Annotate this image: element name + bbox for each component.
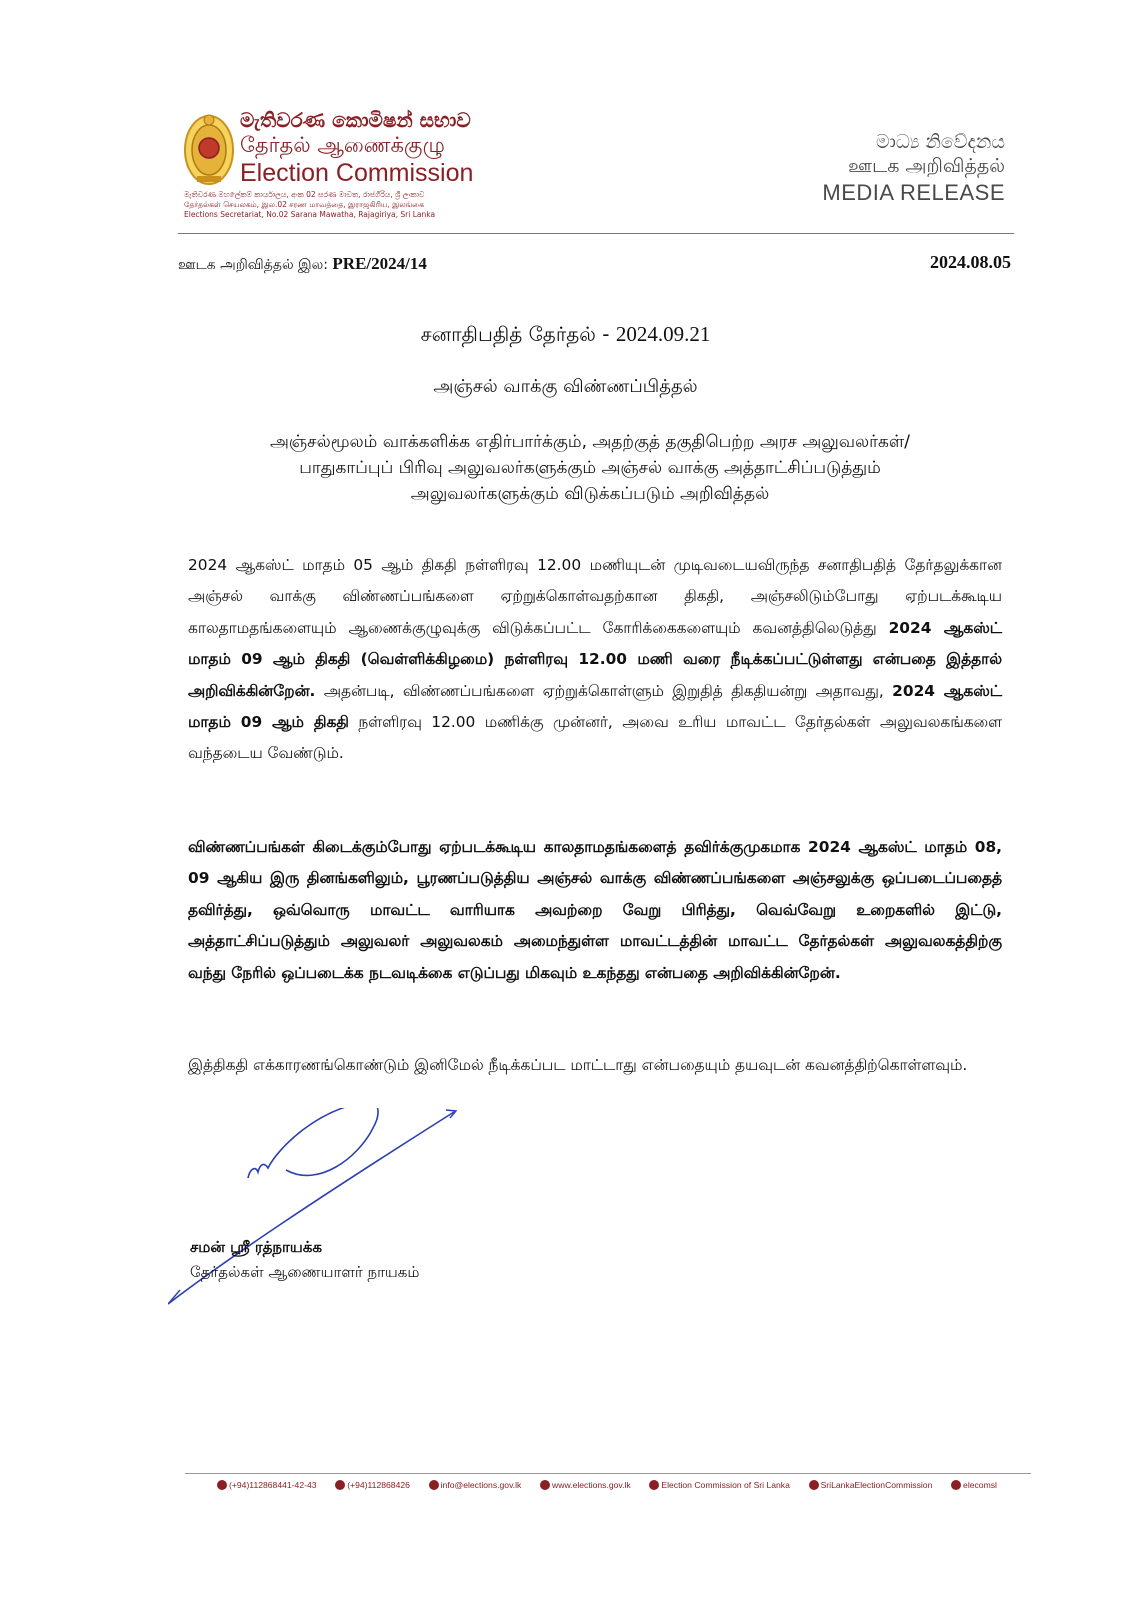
address-english: Elections Secretariat, No.02 Sarana Mawatha, Rajagiriya, Sri Lanka: [184, 210, 436, 219]
notice-heading-line: பாதுகாப்புப் பிரிவு அலுவலர்களுக்கும் அஞ்சல் வாக்கு அத்தாட்சிப்படுத்தும்: [299, 458, 881, 478]
subject-title: அஞ்சல் வாக்கு விண்ணப்பித்தல்: [433, 376, 698, 397]
organization-name: [240, 108, 473, 187]
emblem-logo: [183, 110, 235, 188]
org-name-sinhala: මැතිවරණ කොමිෂන් සභාව: [240, 108, 471, 132]
footer-website[interactable]: [540, 1480, 631, 1490]
facebook-text: SriLankaElectionCommission: [820, 1480, 933, 1490]
twitter-icon: [951, 1480, 961, 1490]
release-sinhala: මාධ්‍ය නිවේදනය: [875, 131, 1005, 153]
release-tamil: ஊடக அறிவித்தல்: [848, 155, 1005, 177]
release-english: MEDIA RELEASE: [822, 180, 1005, 205]
phone-text: (+94)112868441-42-43: [229, 1480, 317, 1490]
twitter-text: elecomsl: [963, 1480, 997, 1490]
footer-facebook[interactable]: [809, 1480, 933, 1490]
release-date: 2024.08.05: [930, 252, 1011, 272]
email-text: info@elections.gov.lk: [440, 1480, 522, 1490]
org-name-english: Election Commission: [240, 159, 474, 187]
notice-heading-line: அஞ்சல்மூலம் வாக்களிக்க எதிர்பார்க்கும், அதற்குத் தகுதிபெற்ற அரச அலுவலர்கள்/: [270, 432, 910, 452]
footer-divider: [185, 1473, 1031, 1474]
paragraph-2: விண்ணப்பங்கள் கிடைக்கும்போது ஏற்படக்கூடிய காலதாமதங்களைத் தவிர்க்குமுகமாக 2024 ஆகஸ்ட் மாதம் 08, 09 ஆகிய இரு தினங்களிலும், பூரணப்படுத்திய அஞ்சல் வாக்கு விண்ணப்பங்களை அஞ்சலுக்கு ஒப்படைப்பதைத் தவிர்த்து, ஒவ்வொரு மாவட்ட வாரியாக அவற்றை வேறு பிரித்து, வெவ்வேறு உறைகளில் இட்டு, அத்தாட்சிப்படுத்தும் அலுவலர் அலுவலகம் அமைந்துள்ள மாவட்டத்தின் மாவட்ட தேர்தல்கள் அலுவலகத்திற்கு வந்து நேரில் ஒப்படைக்க நடவடிக்கை எடுப்பது மிகவும் உகந்தது என்பதை அறிவிக்கின்றேன்.: [188, 838, 1002, 982]
address-sinhala: මැතිවරණ මහලේකම් කාර්යාලය, අංක 02 සරණ මාවත, රාජගිරිය, ශ්‍රී ලංකාව: [184, 190, 425, 199]
election-date: 2024.09.21: [615, 322, 711, 346]
paragraph-1-text: 2024 ஆகஸ்ட் மாதம் 05 ஆம் திகதி நள்ளிரவு 12.00 மணியுடன் முடிவடையவிருந்த சனாதிபதித் தேர்தலுக்கான அஞ்சல் வாக்கு விண்ணப்பங்களை ஏற்றுக்கொள்வதற்கான திகதி, அஞ்சலிடும்போது ஏற்படக்கூடிய காலதாமதங்களையும் ஆணைக்குழுவுக்கு விடுக்கப்பட்ட கோரிக்கைகளையும் கவனத்திலெடுத்து: [188, 556, 1002, 637]
web-icon: [540, 1480, 550, 1490]
website-text: www.elections.gov.lk: [552, 1480, 631, 1490]
notice-heading-line: அலுவலர்களுக்கும் விடுக்கப்படும் அறிவித்தல்: [410, 484, 770, 504]
footer-contacts: [217, 1480, 997, 1490]
paragraph-1-text: அதன்படி, விண்ணப்பங்களை ஏற்றுக்கொள்ளும் இறுதித் திகதியன்று அதாவது,: [315, 681, 893, 700]
paragraph-1-bold: 2024 ஆகஸ்ட் மாதம் 09 ஆம் திகதி: [188, 681, 1002, 732]
paragraph-3: இத்திகதி எக்காரணங்கொண்டும் இனிமேல் நீடிக்கப்பட மாட்டாது என்பதையும் தயவுடன் கவனத்திற்கொள்ளவும்.: [188, 1056, 968, 1074]
footer-email[interactable]: [429, 1480, 522, 1490]
fax-text: (+94)112868426: [347, 1480, 410, 1490]
paragraph-1-bold: 2024 ஆகஸ்ட் மாதம் 09 ஆம் திகதி (வெள்ளிக்கிழமை) நள்ளிரவு 12.00 மணி வரை நீடிக்கப்பட்டுள்ளது என்பதை இத்தால் அறிவிக்கின்றேன்.: [188, 618, 1002, 700]
footer-twitter[interactable]: [951, 1480, 997, 1490]
header-divider: [178, 233, 1014, 234]
paragraph-1-text: நள்ளிரவு 12.00 மணிக்கு முன்னர், அவை உரிய மாவட்ட தேர்தல்கள் அலுவலகங்களை வந்தடைய வேண்டும்.: [188, 713, 1002, 763]
phone-icon: [217, 1480, 227, 1490]
fax-icon: [335, 1480, 345, 1490]
facebook-icon: [809, 1480, 819, 1490]
address-tamil: தேர்தல்கள் செயலகம், இல.02 சரண மாவத்தை, இராஜகிரிய, இலங்கை: [184, 200, 425, 209]
signatory-name: சமன் ஸ்ரீ ரத்நாயக்க: [190, 1238, 322, 1256]
reference-number: PRE/2024/14: [332, 254, 427, 273]
election-title-text: சனாதிபதித் தேர்தல் -: [420, 322, 616, 346]
org-name-tamil: தேர்தல் ஆணைக்குழு: [240, 133, 445, 157]
media-release-label: [822, 130, 1005, 208]
secretariat-address: [184, 190, 484, 220]
youtube-icon: [649, 1480, 659, 1490]
signatory-title: தேர்தல்கள் ஆணையாளர் நாயகம்: [190, 1263, 420, 1281]
notice-heading: [200, 429, 980, 507]
footer-phone[interactable]: [217, 1480, 317, 1490]
reference-line: [178, 254, 427, 275]
email-icon: [429, 1480, 439, 1490]
election-title: [0, 322, 1131, 349]
youtube-text: Election Commission of Sri Lanka: [661, 1480, 790, 1490]
footer-fax[interactable]: [335, 1480, 410, 1490]
reference-label: ஊடக அறிவித்தல் இல:: [178, 257, 328, 273]
paragraph-1: [188, 550, 1002, 770]
footer-youtube[interactable]: [649, 1480, 789, 1490]
